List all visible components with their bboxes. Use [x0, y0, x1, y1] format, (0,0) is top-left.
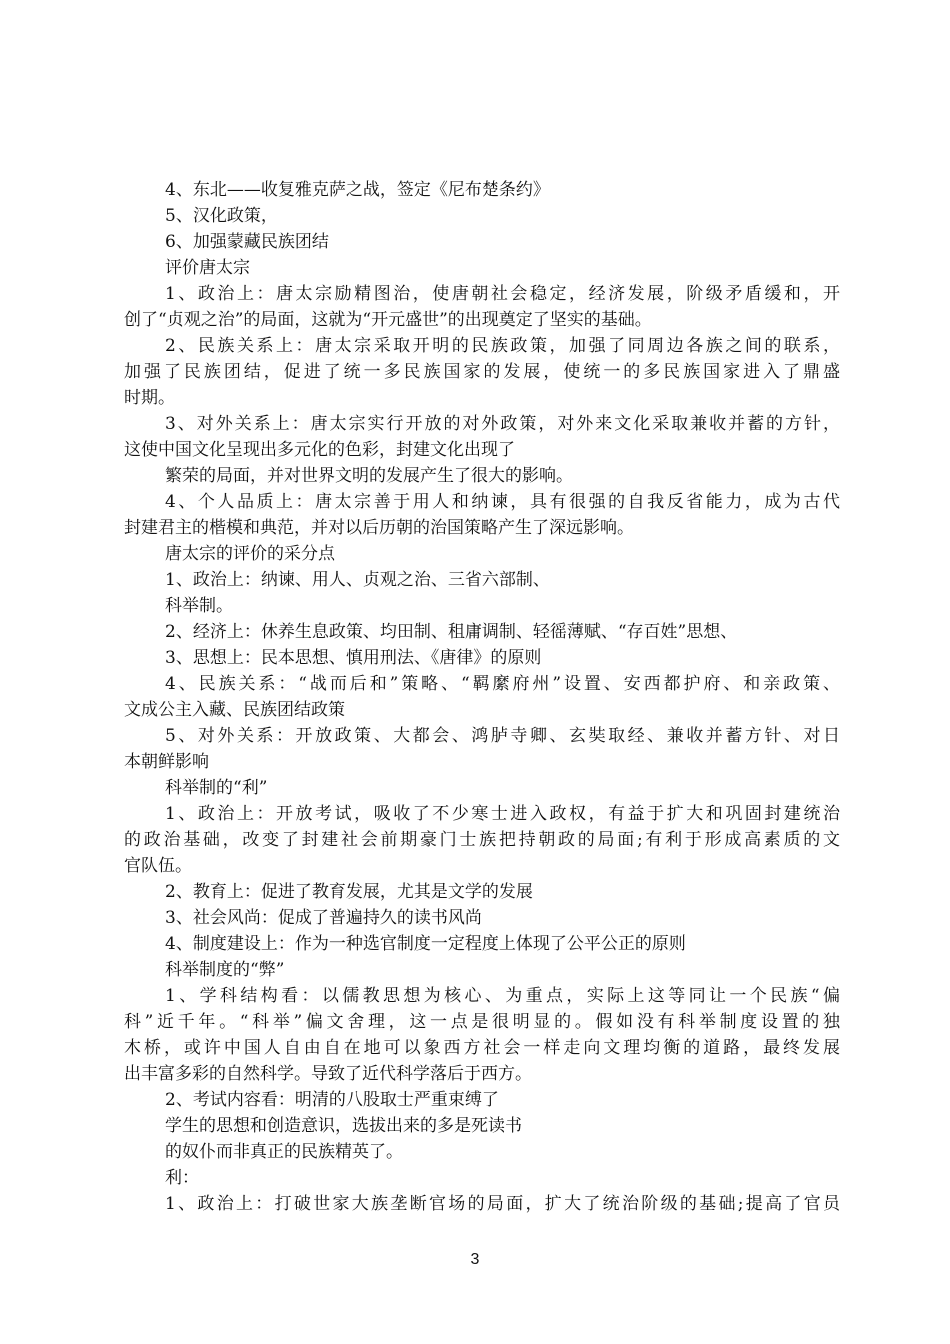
- text-line: 这使中国文化呈现出多元化的色彩，封建文化出现了: [124, 440, 515, 460]
- text-line: 3、思想上：民本思想、慎用刑法、《唐律》的原则: [165, 648, 542, 668]
- body-text: [124, 177, 840, 1217]
- text-line: 唐太宗的评价的采分点: [165, 544, 335, 564]
- text-line: 评价唐太宗: [165, 258, 250, 278]
- text-line: 1、学科结构看：以儒教思想为核心、为重点，实际上这等同让一个民族“偏: [165, 986, 840, 1006]
- text-line: 5、汉化政策，: [165, 206, 278, 226]
- text-line: 3、对外关系上：唐太宗实行开放的对外政策，对外来文化采取兼收并蓄的方针，: [165, 414, 840, 434]
- text-line: 科”近千年。“科举”偏文舍理，这一点是很明显的。假如没有科举制度设置的独: [124, 1012, 840, 1032]
- text-line: 1、政治上：打破世家大族垄断官场的局面，扩大了统治阶级的基础;提高了官员: [165, 1194, 840, 1214]
- text-line: 2、民族关系上：唐太宗采取开明的民族政策，加强了同周边各族之间的联系，: [165, 336, 840, 356]
- text-line: 2、教育上：促进了教育发展，尤其是文学的发展: [165, 882, 533, 902]
- text-line: 文成公主入藏、民族团结政策: [124, 700, 345, 720]
- text-line: 官队伍。: [124, 856, 192, 876]
- text-line: 4、个人品质上：唐太宗善于用人和纳谏，具有很强的自我反省能力，成为古代: [165, 492, 840, 512]
- text-line: 创了“贞观之治”的局面，这就为“开元盛世”的出现奠定了坚实的基础。: [124, 310, 652, 330]
- text-line: 科举制。: [165, 596, 233, 616]
- text-line: 封建君主的楷模和典范，并对以后历朝的治国策略产生了深远影响。: [124, 518, 634, 538]
- page-number: 3: [470, 1251, 480, 1268]
- text-line: 1、政治上：纳谏、用人、贞观之治、三省六部制、: [165, 570, 550, 590]
- text-line: 1、政治上：开放考试，吸收了不少寒士进入政权，有益于扩大和巩固封建统治: [165, 804, 840, 824]
- text-line: 出丰富多彩的自然科学。导致了近代科学落后于西方。: [124, 1064, 532, 1084]
- text-line: 4、制度建设上：作为一种选官制度一定程度上体现了公平公正的原则: [165, 934, 686, 954]
- text-line: 时期。: [124, 388, 175, 408]
- text-line: 繁荣的局面，并对世界文明的发展产生了很大的影响。: [165, 466, 573, 486]
- text-line: 学生的思想和创造意识，选拔出来的多是死读书: [165, 1116, 522, 1136]
- text-line: 加强了民族团结，促进了统一多民族国家的发展，使统一的多民族国家进入了鼎盛: [124, 362, 840, 382]
- text-line: 2、考试内容看：明清的八股取士严重束缚了: [165, 1090, 499, 1110]
- text-line: 科举制度的“弊”: [165, 960, 285, 980]
- text-line: 的政治基础，改变了封建社会前期豪门士族把持朝政的局面;有利于形成高素质的文: [124, 830, 840, 850]
- text-line: 利：: [165, 1168, 199, 1188]
- text-line: 6、加强蒙藏民族团结: [165, 232, 329, 252]
- text-line: 3、社会风尚：促成了普遍持久的读书风尚: [165, 908, 482, 928]
- text-line: 木桥，或许中国人自由自在地可以象西方社会一样走向文理均衡的道路，最终发展: [124, 1038, 840, 1058]
- text-line: 4、民族关系：“战而后和”策略、“羁縻府州”设置、安西都护府、和亲政策、: [165, 674, 840, 694]
- text-line: 2、经济上：休养生息政策、均田制、租庸调制、轻徭薄赋、“存百姓”思想、: [165, 622, 738, 642]
- text-line: 本朝鲜影响: [124, 752, 209, 772]
- text-line: 5、对外关系：开放政策、大都会、鸿胪寺卿、玄奘取经、兼收并蓄方针、对日: [165, 726, 840, 746]
- text-line: 科举制的“利”: [165, 778, 268, 798]
- text-line: 1、政治上：唐太宗励精图治，使唐朝社会稳定，经济发展，阶级矛盾缓和，开: [165, 284, 840, 304]
- text-line: 4、东北——收复雅克萨之战，签定《尼布楚条约》: [165, 180, 550, 200]
- text-line: 的奴仆而非真正的民族精英了。: [165, 1142, 403, 1162]
